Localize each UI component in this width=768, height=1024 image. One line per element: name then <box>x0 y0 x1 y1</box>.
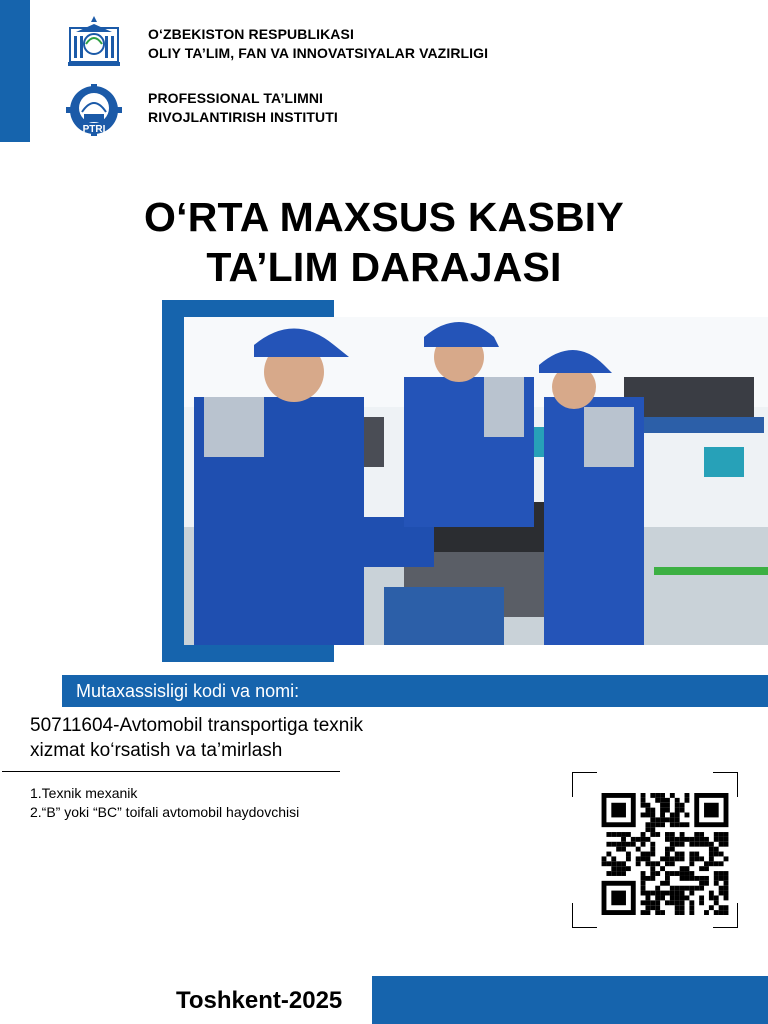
qr-corner-top-left <box>572 772 597 797</box>
ministry-logo-icon <box>64 14 124 70</box>
specialty-name-line-2: xizmat ko‘rsatish va ta’mirlash <box>30 740 283 761</box>
workers-engine-photo-icon <box>184 317 768 645</box>
left-accent-bar <box>0 0 30 142</box>
page-title <box>0 192 768 292</box>
svg-text:PTRI: PTRI <box>82 124 106 135</box>
specialty-name <box>30 713 363 763</box>
institute-line-2: RIVOJLANTIRISH INSTITUTI <box>148 109 338 125</box>
qualifications-list <box>30 784 299 822</box>
qualification-item: 1.Texnik mexanik <box>30 785 138 801</box>
institute-line-1: PROFESSIONAL TA’LIMNI <box>148 90 324 106</box>
ministry-line-2: OLIY TA’LIM, FAN VA INNOVATSIYALAR VAZIRLIGI <box>148 45 489 61</box>
ministry-line-1: O‘ZBEKISTON RESPUBLIKASI <box>148 26 354 42</box>
qr-corner-bottom-left <box>572 903 597 928</box>
specialty-banner: Mutaxassisligi kodi va nomi: <box>62 675 768 707</box>
qr-code[interactable] <box>572 772 738 928</box>
qualification-item: 2.“B” yoki “BC” toifali avtomobil haydovchisi <box>30 804 300 820</box>
title-line-1: O‘RTA MAXSUS KASBIY <box>144 194 624 240</box>
divider <box>2 771 340 772</box>
institute-heading <box>148 89 338 127</box>
qr-code-icon <box>600 793 730 915</box>
title-line-2: TA’LIM DARAJASI <box>206 244 562 290</box>
ministry-heading <box>148 25 488 63</box>
workshop-photo <box>184 317 768 645</box>
footer-accent-bar <box>372 976 768 1024</box>
footer-city-year: Toshkent-2025 <box>176 987 343 1014</box>
ptri-logo-icon <box>64 84 124 136</box>
specialty-name-line-1: 50711604-Avtomobil transportiga texnik <box>30 715 364 736</box>
